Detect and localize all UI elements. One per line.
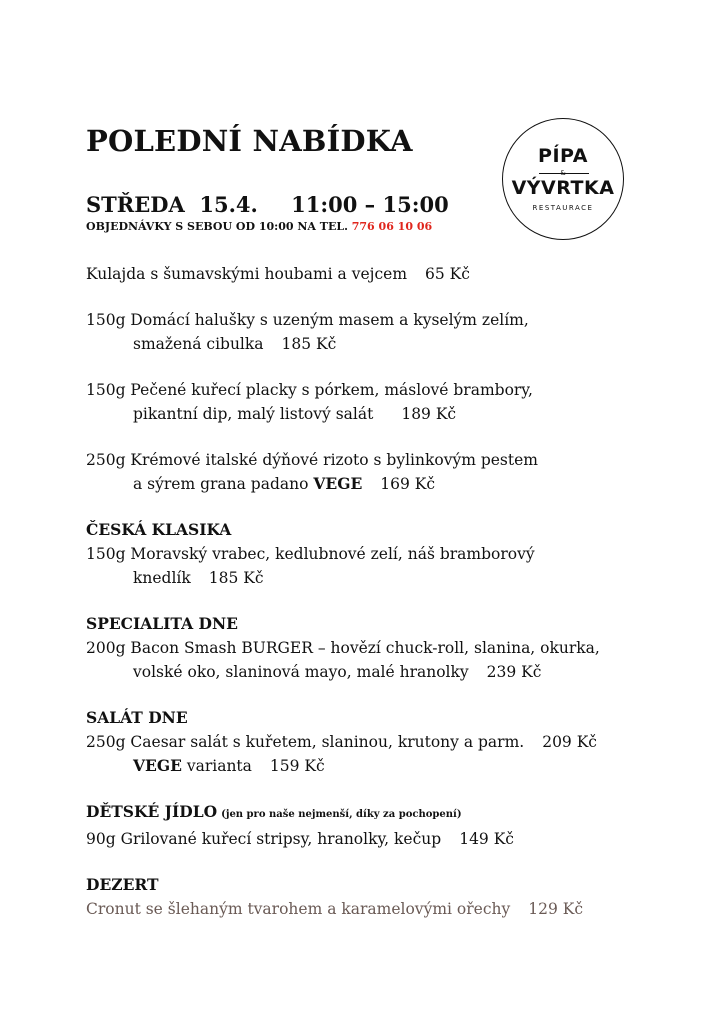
section-title: ČESKÁ KLASIKA (86, 520, 232, 539)
logo-ampersand: & (560, 169, 566, 177)
date: 15.4. (199, 192, 258, 217)
section-title: DĚTSKÉ JÍDLO (86, 802, 218, 821)
menu-item (86, 448, 696, 496)
section-title: DEZERT (86, 875, 159, 894)
menu-item (86, 378, 696, 426)
item-text-continued: knedlík (133, 569, 191, 587)
restaurant-logo (502, 118, 624, 240)
menu-list (86, 262, 696, 943)
section-title: SALÁT DNE (86, 708, 188, 727)
item-text: Cronut se šlehaným tvarohem a karamelovými ořechy (86, 900, 511, 918)
section-detske-jidlo (86, 800, 696, 851)
section-specialita-dne (86, 612, 696, 684)
item-price: 185 Kč (208, 569, 264, 587)
item-price: 65 Kč (425, 265, 470, 283)
item-price: 189 Kč (401, 405, 457, 423)
section-title: SPECIALITA DNE (86, 614, 238, 633)
item-text: 150g Pečené kuřecí placky s pórkem, máslové brambory, (86, 381, 533, 399)
item-price: 209 Kč (542, 733, 597, 751)
item-text: 200g Bacon Smash BURGER – hovězí chuck-roll, slanina, okurka, (86, 639, 600, 657)
vege-variant-price: 159 Kč (269, 757, 325, 775)
section-dezert (86, 873, 696, 921)
item-text: 250g Caesar salát s kuřetem, slaninou, krutony a parm. (86, 733, 525, 751)
day-name: STŘEDA (86, 192, 185, 217)
item-text: 150g Domácí halušky s uzeným masem a kyselým zelím, (86, 311, 529, 329)
item-text-continued: a sýrem grana padano (133, 475, 309, 493)
logo-line-2: VÝVRTKA (511, 177, 615, 199)
item-text: 150g Moravský vrabec, kedlubnové zelí, náš bramborový (86, 545, 535, 563)
item-text-continued: volské oko, slaninová mayo, malé hranolky (133, 663, 469, 681)
vege-variant-text: varianta (186, 757, 252, 775)
item-price: 149 Kč (459, 830, 514, 848)
item-text: 90g Grilované kuřecí stripsy, hranolky, kečup (86, 830, 442, 848)
order-info (86, 220, 432, 233)
logo-subtitle: RESTAURACE (532, 204, 594, 212)
item-text: 250g Krémové italské dýňové rizoto s bylinkovým pestem (86, 451, 538, 469)
item-text-continued: pikantní dip, malý listový salát (133, 405, 374, 423)
item-text: Kulajda s šumavskými houbami a vejcem (86, 265, 408, 283)
menu-item (86, 262, 696, 286)
logo-line-1: PÍPA (538, 145, 588, 167)
item-text-continued: smažená cibulka (133, 335, 264, 353)
item-price: 169 Kč (380, 475, 436, 493)
item-price: 129 Kč (528, 900, 584, 918)
section-ceska-klasika (86, 518, 696, 590)
vege-badge: VEGE (313, 474, 363, 493)
item-price: 239 Kč (486, 663, 542, 681)
order-text: OBJEDNÁVKY S SEBOU OD 10:00 NA TEL. (86, 220, 348, 233)
section-salat-dne (86, 706, 696, 778)
day-line (86, 192, 449, 217)
vege-badge: VEGE (133, 756, 182, 775)
menu-item (86, 308, 696, 356)
page-title: POLEDNÍ NABÍDKA (86, 124, 413, 158)
opening-hours: 11:00 – 15:00 (291, 192, 449, 217)
phone-number: 776 06 10 06 (351, 220, 433, 233)
section-note: (jen pro naše nejmenší, díky za pochopení) (221, 809, 462, 820)
item-price: 185 Kč (281, 335, 337, 353)
